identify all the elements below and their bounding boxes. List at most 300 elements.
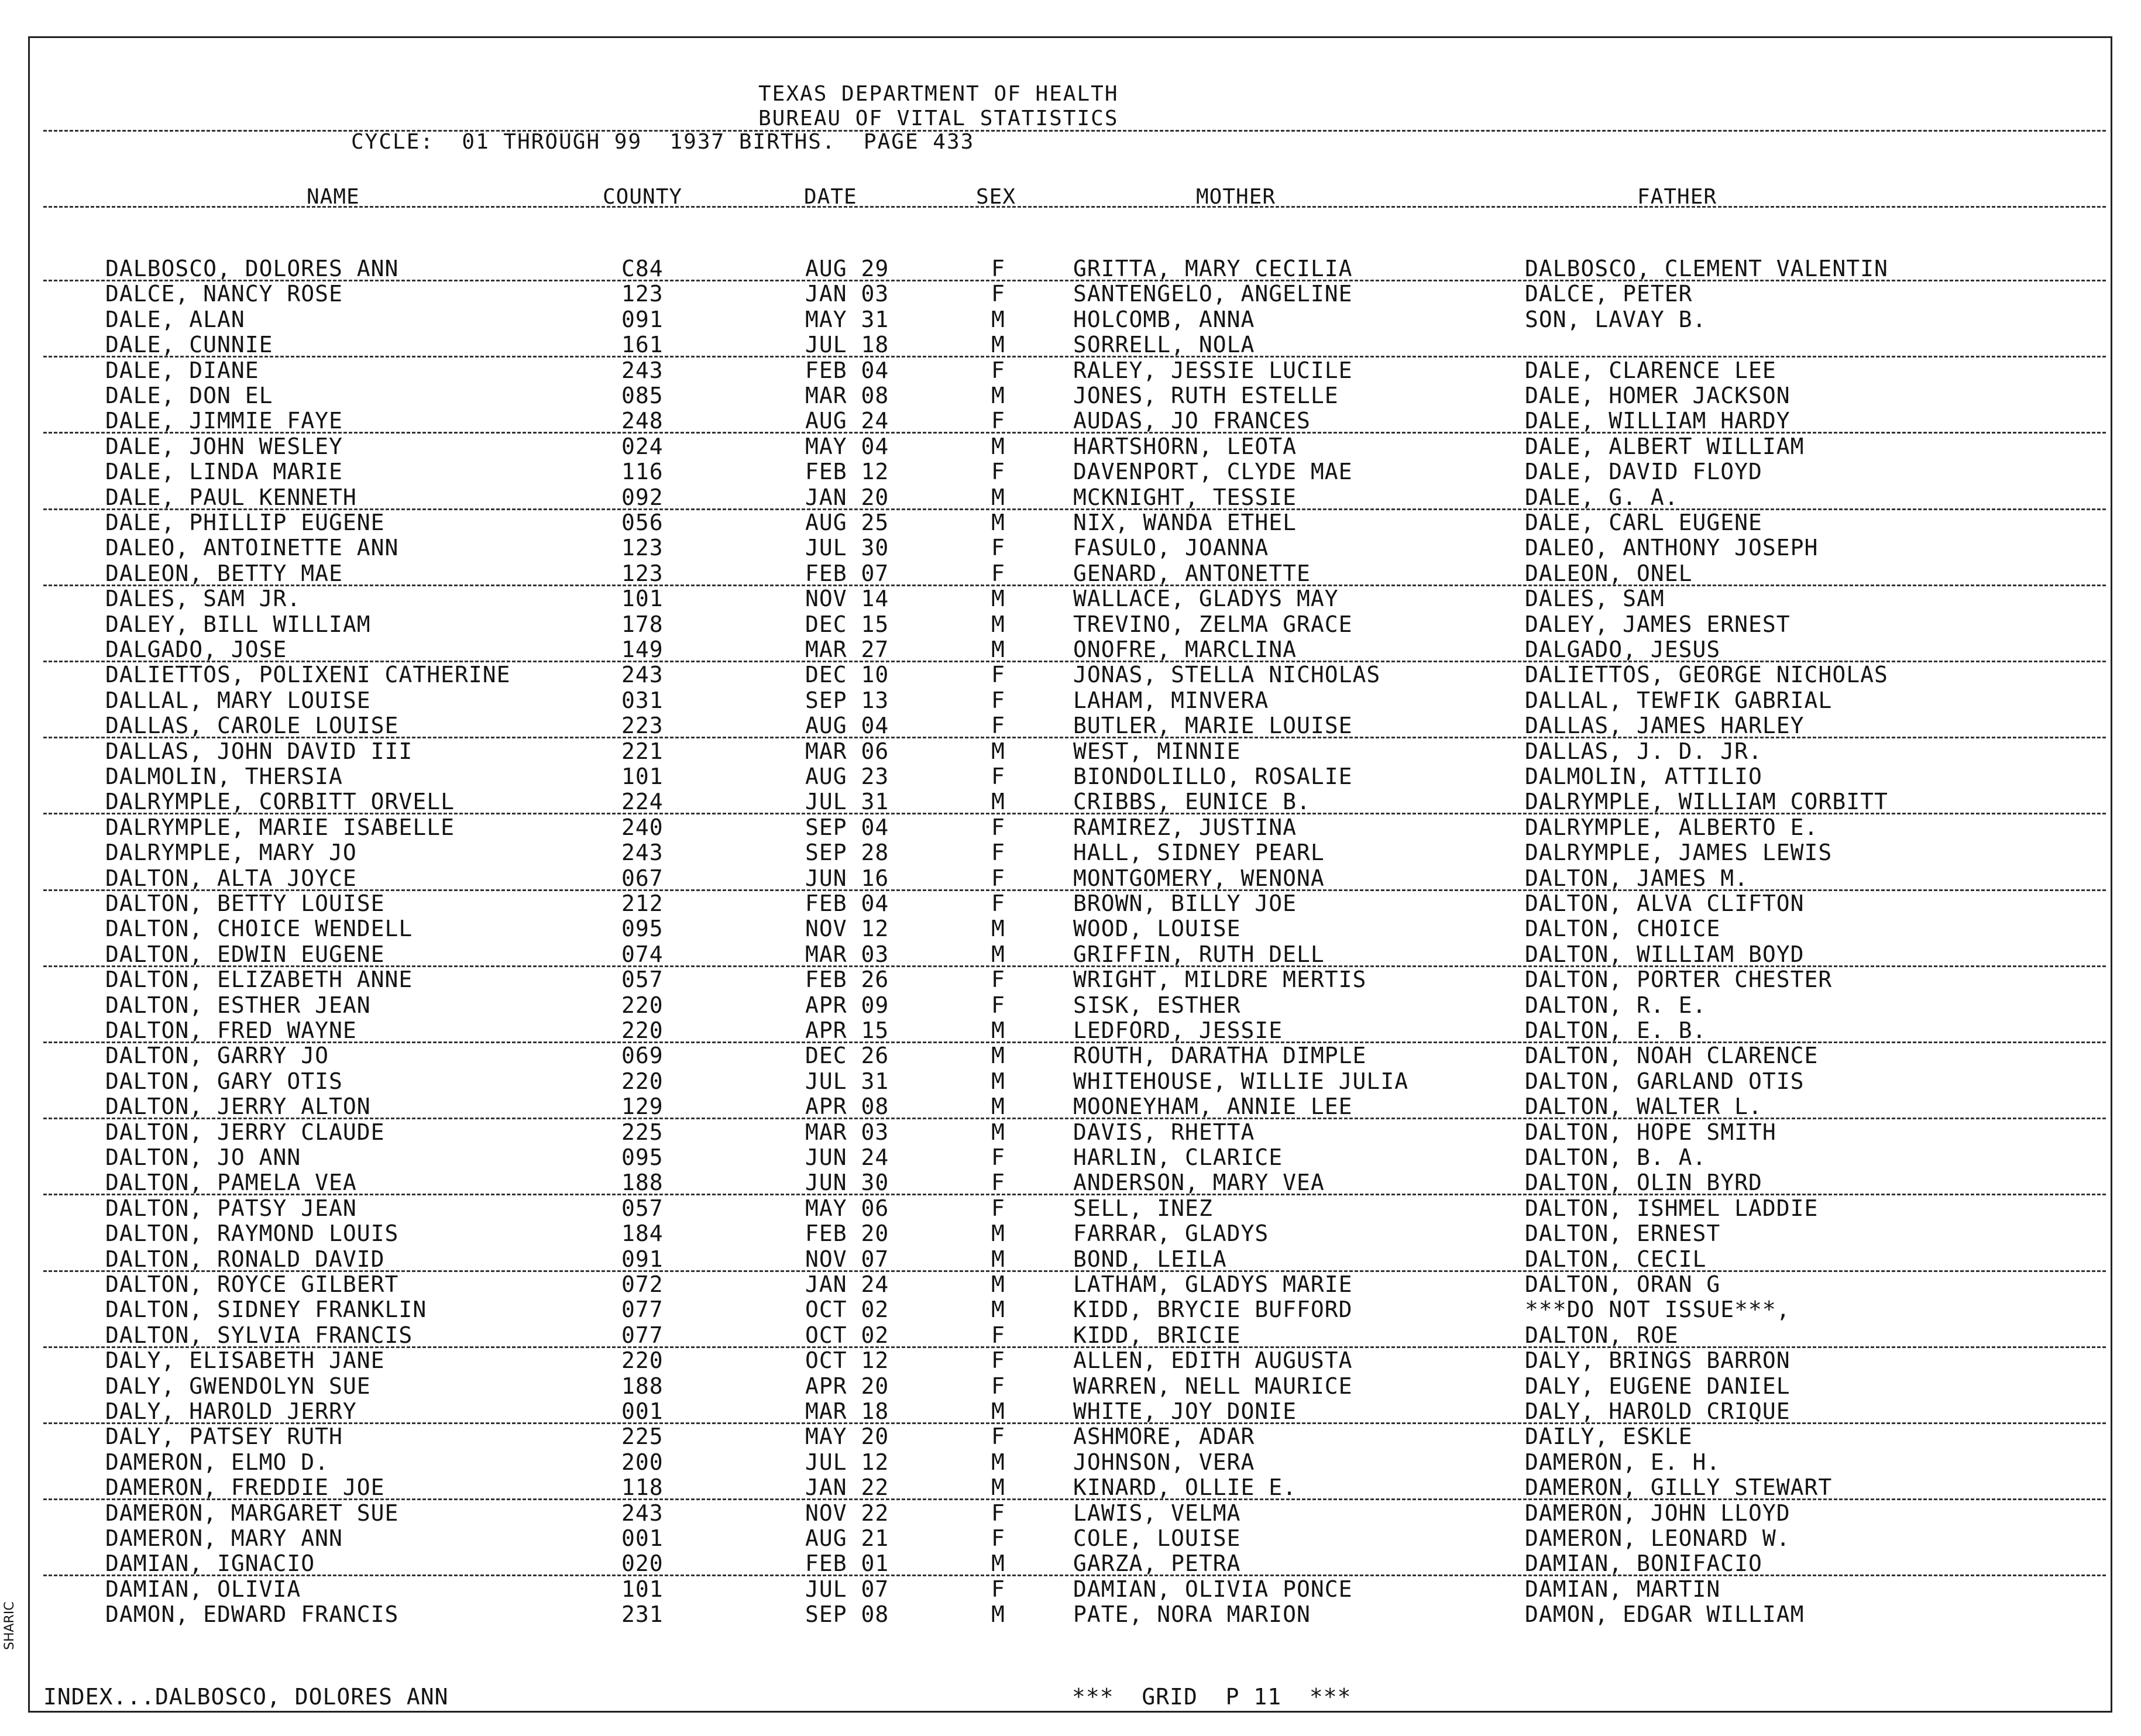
record-date: DEC 10 <box>805 662 889 688</box>
record-mother: LEDFORD, JESSIE <box>1073 1017 1283 1043</box>
record-date: NOV 07 <box>805 1246 889 1272</box>
record-sex: M <box>991 738 1005 764</box>
record-mother: BOND, LEILA <box>1073 1246 1227 1272</box>
record-name: DALE, PHILLIP EUGENE <box>105 510 385 535</box>
record-sex: F <box>991 1144 1005 1170</box>
record-father: DAMON, EDGAR WILLIAM <box>1525 1601 1805 1628</box>
record-row <box>0 1577 2141 1602</box>
record-father: DALTON, HOPE SMITH <box>1525 1119 1776 1145</box>
record-name: DALMOLIN, THERSIA <box>105 764 343 789</box>
record-row <box>0 1526 2141 1551</box>
record-county: 188 <box>621 1373 664 1399</box>
record-row <box>0 485 2141 510</box>
record-name: DALTON, JERRY CLAUDE <box>105 1119 385 1145</box>
record-mother: JONES, RUTH ESTELLE <box>1073 383 1339 408</box>
record-date: SEP 13 <box>805 687 889 713</box>
record-sex: F <box>991 687 1005 713</box>
record-row <box>0 662 2141 687</box>
record-name: DALLAL, MARY LOUISE <box>105 687 371 713</box>
record-mother: WARREN, NELL MAURICE <box>1073 1373 1353 1399</box>
record-sex: M <box>991 1221 1005 1247</box>
record-name: DALTON, ELIZABETH ANNE <box>105 967 413 993</box>
record-county: 072 <box>621 1271 664 1297</box>
record-sex: M <box>991 1297 1005 1323</box>
record-name: DALRYMPLE, MARY JO <box>105 840 357 866</box>
record-mother: BUTLER, MARIE LOUISE <box>1073 713 1353 739</box>
record-mother: DAMIAN, OLIVIA PONCE <box>1073 1576 1353 1602</box>
record-date: AUG 24 <box>805 408 889 434</box>
record-county: 085 <box>621 383 664 408</box>
record-mother: WOOD, LOUISE <box>1073 916 1241 942</box>
record-sex: F <box>991 1500 1005 1526</box>
record-father: DAMERON, GILLY STEWART <box>1525 1474 1833 1501</box>
record-date: JUL 31 <box>805 789 889 815</box>
record-father: DALRYMPLE, ALBERTO E. <box>1525 814 1819 840</box>
record-mother: GRITTA, MARY CECILIA <box>1073 256 1353 281</box>
record-row <box>0 815 2141 840</box>
record-name: DALEY, BILL WILLIAM <box>105 611 371 637</box>
record-sex: F <box>991 1576 1005 1602</box>
record-mother: GRIFFIN, RUTH DELL <box>1073 941 1325 967</box>
record-name: DALTON, ESTHER JEAN <box>105 992 371 1018</box>
record-county: 243 <box>621 357 664 383</box>
record-date: FEB 12 <box>805 459 889 485</box>
record-row <box>0 408 2141 434</box>
record-county: 184 <box>621 1221 664 1247</box>
record-row <box>0 1196 2141 1221</box>
record-date: JUL 07 <box>805 1576 889 1602</box>
record-father: DALEON, ONEL <box>1525 560 1693 586</box>
record-row <box>0 1145 2141 1170</box>
record-row <box>0 1272 2141 1297</box>
record-father: DALTON, E. B. <box>1525 1017 1707 1043</box>
record-date: AUG 04 <box>805 713 889 739</box>
record-date: JAN 20 <box>805 484 889 510</box>
record-sex: M <box>991 1398 1005 1424</box>
record-name: DALRYMPLE, CORBITT ORVELL <box>105 789 455 815</box>
record-mother: MONTGOMERY, WENONA <box>1073 865 1325 891</box>
record-date: MAY 20 <box>805 1424 889 1450</box>
record-row <box>0 637 2141 662</box>
record-county: 067 <box>621 865 664 891</box>
record-name: DALTON, ALTA JOYCE <box>105 865 357 891</box>
record-sex: F <box>991 535 1005 561</box>
record-sex: M <box>991 916 1005 942</box>
record-county: 057 <box>621 1195 664 1221</box>
record-date: DEC 15 <box>805 611 889 637</box>
record-mother: WRIGHT, MILDRE MERTIS <box>1073 967 1367 993</box>
record-row <box>0 612 2141 637</box>
record-father: DALES, SAM <box>1525 586 1665 612</box>
record-name: DALTON, SIDNEY FRANKLIN <box>105 1297 427 1323</box>
record-mother: LAHAM, MINVERA <box>1073 687 1269 713</box>
record-father: DALE, WILLIAM HARDY <box>1525 408 1791 434</box>
record-county: 069 <box>621 1043 664 1069</box>
record-father: DALMOLIN, ATTILIO <box>1525 764 1762 789</box>
record-name: DAMON, EDWARD FRANCIS <box>105 1601 399 1628</box>
record-row <box>0 1602 2141 1627</box>
record-name: DALE, JIMMIE FAYE <box>105 408 343 434</box>
record-sex: M <box>991 306 1005 332</box>
record-name: DALY, HAROLD JERRY <box>105 1398 357 1424</box>
record-sex: F <box>991 713 1005 739</box>
record-county: 161 <box>621 332 664 358</box>
record-father: DALE, DAVID FLOYD <box>1525 459 1762 485</box>
record-date: MAY 31 <box>805 306 889 332</box>
record-mother: SELL, INEZ <box>1073 1195 1213 1221</box>
record-county: 178 <box>621 611 664 637</box>
record-sex: M <box>991 433 1005 459</box>
header-cycle: CYCLE: 01 THROUGH 99 1937 BIRTHS. PAGE 433 <box>351 130 975 154</box>
record-name: DALGADO, JOSE <box>105 637 287 662</box>
record-name: DAMIAN, IGNACIO <box>105 1551 315 1577</box>
record-row <box>0 535 2141 561</box>
record-mother: RAMIREZ, JUSTINA <box>1073 814 1297 840</box>
record-sex: F <box>991 1170 1005 1196</box>
record-mother: NIX, WANDA ETHEL <box>1073 510 1297 535</box>
record-date: JAN 03 <box>805 281 889 307</box>
record-name: DALTON, RONALD DAVID <box>105 1246 385 1272</box>
record-row <box>0 866 2141 891</box>
record-date: DEC 26 <box>805 1043 889 1069</box>
record-father: DALLAL, TEWFIK GABRIAL <box>1525 687 1833 713</box>
record-mother: LATHAM, GLADYS MARIE <box>1073 1271 1353 1297</box>
record-row <box>0 1475 2141 1500</box>
record-father: DALEO, ANTHONY JOSEPH <box>1525 535 1819 561</box>
record-date: MAR 06 <box>805 738 889 764</box>
header-subtitle: BUREAU OF VITAL STATISTICS <box>758 106 1119 130</box>
record-sex: F <box>991 1322 1005 1348</box>
record-father: ***DO NOT ISSUE***, <box>1525 1297 1791 1323</box>
record-row <box>0 383 2141 408</box>
record-county: 188 <box>621 1170 664 1196</box>
record-county: 243 <box>621 1500 664 1526</box>
record-name: DALTON, JO ANN <box>105 1144 301 1170</box>
record-row <box>0 942 2141 967</box>
record-name: DALE, ALAN <box>105 306 245 332</box>
record-name: DALEO, ANTOINETTE ANN <box>105 535 399 561</box>
record-date: FEB 26 <box>805 967 889 993</box>
record-county: 225 <box>621 1424 664 1450</box>
record-mother: HALL, SIDNEY PEARL <box>1073 840 1325 866</box>
record-row <box>0 586 2141 611</box>
record-sex: M <box>991 1601 1005 1628</box>
record-date: SEP 08 <box>805 1601 889 1628</box>
record-date: FEB 04 <box>805 891 889 916</box>
record-sex: M <box>991 1094 1005 1120</box>
record-date: JUL 12 <box>805 1449 889 1475</box>
record-father: DALTON, ORAN G <box>1525 1271 1721 1297</box>
record-sex: M <box>991 941 1005 967</box>
record-name: DALE, JOHN WESLEY <box>105 433 343 459</box>
record-sex: M <box>991 1017 1005 1043</box>
record-mother: GENARD, ANTONETTE <box>1073 560 1311 586</box>
record-father: DALTON, R. E. <box>1525 992 1707 1018</box>
record-date: OCT 12 <box>805 1347 889 1374</box>
record-father: DAILY, ESKLE <box>1525 1424 1693 1450</box>
record-mother: MOONEYHAM, ANNIE LEE <box>1073 1094 1353 1120</box>
record-name: DALE, DON EL <box>105 383 273 408</box>
record-row <box>0 713 2141 738</box>
record-sex: F <box>991 1424 1005 1450</box>
record-name: DALY, PATSEY RUTH <box>105 1424 343 1450</box>
record-mother: HARTSHORN, LEOTA <box>1073 433 1297 459</box>
record-row <box>0 1018 2141 1043</box>
record-date: MAR 18 <box>805 1398 889 1424</box>
record-mother: BIONDOLILLO, ROSALIE <box>1073 764 1353 789</box>
record-date: APR 15 <box>805 1017 889 1043</box>
record-father: DALCE, PETER <box>1525 281 1693 307</box>
record-mother: DAVENPORT, CLYDE MAE <box>1073 459 1353 485</box>
record-county: 020 <box>621 1551 664 1577</box>
record-county: 031 <box>621 687 664 713</box>
record-date: AUG 23 <box>805 764 889 789</box>
record-county: 149 <box>621 637 664 662</box>
record-mother: FARRAR, GLADYS <box>1073 1221 1269 1247</box>
record-row <box>0 307 2141 332</box>
record-mother: AUDAS, JO FRANCES <box>1073 408 1311 434</box>
record-sex: F <box>991 1525 1005 1551</box>
record-date: NOV 12 <box>805 916 889 942</box>
record-row <box>0 1297 2141 1322</box>
record-county: 118 <box>621 1474 664 1501</box>
record-date: JUL 31 <box>805 1068 889 1094</box>
record-sex: M <box>991 1119 1005 1145</box>
record-row <box>0 1120 2141 1145</box>
record-row <box>0 358 2141 383</box>
record-sex: F <box>991 1347 1005 1374</box>
record-row <box>0 840 2141 865</box>
record-mother: ASHMORE, ADAR <box>1073 1424 1255 1450</box>
record-sex: F <box>991 1373 1005 1399</box>
record-date: APR 08 <box>805 1094 889 1120</box>
record-date: AUG 29 <box>805 256 889 281</box>
record-county: 123 <box>621 535 664 561</box>
record-father: DALTON, PORTER CHESTER <box>1525 967 1833 993</box>
record-mother: GARZA, PETRA <box>1073 1551 1241 1577</box>
record-mother: TREVINO, ZELMA GRACE <box>1073 611 1353 637</box>
record-row <box>0 1043 2141 1068</box>
record-row <box>0 1424 2141 1449</box>
record-row <box>0 993 2141 1018</box>
record-sex: M <box>991 383 1005 408</box>
record-sex: M <box>991 1246 1005 1272</box>
record-county: 220 <box>621 1068 664 1094</box>
record-date: MAR 03 <box>805 941 889 967</box>
record-name: DALTON, PAMELA VEA <box>105 1170 357 1196</box>
record-sex: F <box>991 1195 1005 1221</box>
column-header-rule <box>43 206 2106 208</box>
column-header-county: COUNTY <box>603 185 683 209</box>
record-mother: JOHNSON, VERA <box>1073 1449 1255 1475</box>
record-mother: LAWIS, VELMA <box>1073 1500 1241 1526</box>
record-father: DALTON, WALTER L. <box>1525 1094 1762 1120</box>
record-father: DALTON, ISHMEL LADDIE <box>1525 1195 1819 1221</box>
record-sex: M <box>991 1551 1005 1577</box>
record-date: NOV 22 <box>805 1500 889 1526</box>
record-row <box>0 891 2141 916</box>
record-sex: F <box>991 256 1005 281</box>
record-father: DAMIAN, MARTIN <box>1525 1576 1721 1602</box>
record-row <box>0 1374 2141 1399</box>
record-row <box>0 1323 2141 1348</box>
record-date: NOV 14 <box>805 586 889 612</box>
record-row <box>0 739 2141 764</box>
record-county: 116 <box>621 459 664 485</box>
record-county: 224 <box>621 789 664 815</box>
record-date: JAN 24 <box>805 1271 889 1297</box>
record-row <box>0 434 2141 459</box>
record-mother: HARLIN, CLARICE <box>1073 1144 1283 1170</box>
record-name: DALEON, BETTY MAE <box>105 560 343 586</box>
record-name: DALY, ELISABETH JANE <box>105 1347 385 1374</box>
record-mother: MCKNIGHT, TESSIE <box>1073 484 1297 510</box>
record-mother: SORRELL, NOLA <box>1073 332 1255 358</box>
record-father: DALRYMPLE, WILLIAM CORBITT <box>1525 789 1888 815</box>
record-name: DAMERON, MARY ANN <box>105 1525 343 1551</box>
record-date: FEB 04 <box>805 357 889 383</box>
record-date: MAY 04 <box>805 433 889 459</box>
footer-index: INDEX...DALBOSCO, DOLORES ANN <box>43 1684 449 1710</box>
record-sex: F <box>991 357 1005 383</box>
record-name: DALTON, ROYCE GILBERT <box>105 1271 399 1297</box>
record-row <box>0 1348 2141 1373</box>
record-father: DALTON, B. A. <box>1525 1144 1707 1170</box>
record-father: DALE, CARL EUGENE <box>1525 510 1762 535</box>
record-date: FEB 20 <box>805 1221 889 1247</box>
record-sex: F <box>991 764 1005 789</box>
record-mother: ONOFRE, MARCLINA <box>1073 637 1297 662</box>
record-county: 243 <box>621 840 664 866</box>
record-father: DALTON, ERNEST <box>1525 1221 1721 1247</box>
record-date: APR 20 <box>805 1373 889 1399</box>
header-title: TEXAS DEPARTMENT OF HEALTH <box>758 82 1119 106</box>
record-name: DALTON, PATSY JEAN <box>105 1195 357 1221</box>
record-name: DALTON, JERRY ALTON <box>105 1094 371 1120</box>
record-father: DALE, CLARENCE LEE <box>1525 357 1776 383</box>
record-date: JUN 30 <box>805 1170 889 1196</box>
record-county: 091 <box>621 1246 664 1272</box>
record-mother: ALLEN, EDITH AUGUSTA <box>1073 1347 1353 1374</box>
record-date: FEB 07 <box>805 560 889 586</box>
record-sex: M <box>991 1449 1005 1475</box>
record-name: DALE, DIANE <box>105 357 259 383</box>
record-name: DAMERON, ELMO D. <box>105 1449 329 1475</box>
record-father: DALY, BRINGS BARRON <box>1525 1347 1791 1374</box>
record-father: DALTON, ROE <box>1525 1322 1679 1348</box>
record-father: DALGADO, JESUS <box>1525 637 1721 662</box>
record-father: DALTON, OLIN BYRD <box>1525 1170 1762 1196</box>
record-mother: WALLACE, GLADYS MAY <box>1073 586 1339 612</box>
record-name: DALTON, SYLVIA FRANCIS <box>105 1322 413 1348</box>
record-father: DALTON, NOAH CLARENCE <box>1525 1043 1819 1069</box>
record-date: JUL 30 <box>805 535 889 561</box>
record-county: 101 <box>621 1576 664 1602</box>
record-row <box>0 459 2141 484</box>
record-county: 123 <box>621 560 664 586</box>
record-sex: M <box>991 637 1005 662</box>
record-name: DALY, GWENDOLYN SUE <box>105 1373 371 1399</box>
record-mother: SANTENGELO, ANGELINE <box>1073 281 1353 307</box>
record-mother: ROUTH, DARATHA DIMPLE <box>1073 1043 1367 1069</box>
record-county: 057 <box>621 967 664 993</box>
record-date: MAR 08 <box>805 383 889 408</box>
record-mother: FASULO, JOANNA <box>1073 535 1269 561</box>
record-county: 220 <box>621 1017 664 1043</box>
record-father: DALTON, GARLAND OTIS <box>1525 1068 1805 1094</box>
record-county: 220 <box>621 992 664 1018</box>
record-county: 091 <box>621 306 664 332</box>
column-header-name: NAME <box>307 185 360 209</box>
record-name: DALTON, FRED WAYNE <box>105 1017 357 1043</box>
record-mother: PATE, NORA MARION <box>1073 1601 1311 1628</box>
record-mother: KIDD, BRYCIE BUFFORD <box>1073 1297 1353 1323</box>
record-name: DALRYMPLE, MARIE ISABELLE <box>105 814 455 840</box>
record-date: AUG 21 <box>805 1525 889 1551</box>
record-row <box>0 1094 2141 1119</box>
record-father: DALY, HAROLD CRIQUE <box>1525 1398 1791 1424</box>
record-mother: KIDD, BRICIE <box>1073 1322 1241 1348</box>
record-mother: JONAS, STELLA NICHOLAS <box>1073 662 1381 688</box>
record-sex: F <box>991 992 1005 1018</box>
record-date: JAN 22 <box>805 1474 889 1501</box>
record-father: DAMERON, E. H. <box>1525 1449 1721 1475</box>
record-father: SON, LAVAY B. <box>1525 306 1707 332</box>
record-sex: M <box>991 611 1005 637</box>
record-name: DAMERON, MARGARET SUE <box>105 1500 399 1526</box>
record-mother: WEST, MINNIE <box>1073 738 1241 764</box>
record-sex: F <box>991 865 1005 891</box>
record-name: DALE, LINDA MARIE <box>105 459 343 485</box>
record-sex: M <box>991 484 1005 510</box>
record-date: AUG 25 <box>805 510 889 535</box>
record-mother: RALEY, JESSIE LUCILE <box>1073 357 1353 383</box>
record-date: OCT 02 <box>805 1322 889 1348</box>
record-county: 095 <box>621 916 664 942</box>
record-county: 077 <box>621 1297 664 1323</box>
record-sex: F <box>991 814 1005 840</box>
record-father: DAMERON, JOHN LLOYD <box>1525 1500 1791 1526</box>
record-county: 101 <box>621 586 664 612</box>
record-county: 001 <box>621 1525 664 1551</box>
column-header-father: FATHER <box>1637 185 1717 209</box>
record-name: DALTON, BETTY LOUISE <box>105 891 385 916</box>
record-date: JUN 16 <box>805 865 889 891</box>
record-mother: SISK, ESTHER <box>1073 992 1241 1018</box>
record-sex: M <box>991 789 1005 815</box>
footer-grid: *** GRID P 11 *** <box>1072 1684 1352 1710</box>
record-date: FEB 01 <box>805 1551 889 1577</box>
record-name: DALE, PAUL KENNETH <box>105 484 357 510</box>
record-sex: M <box>991 586 1005 612</box>
record-row <box>0 1069 2141 1094</box>
side-label: SHARIC <box>2 1601 17 1650</box>
record-father: DALTON, ALVA CLIFTON <box>1525 891 1805 916</box>
record-mother: ANDERSON, MARY VEA <box>1073 1170 1325 1196</box>
record-father: DALLAS, J. D. JR. <box>1525 738 1762 764</box>
record-county: 056 <box>621 510 664 535</box>
record-row <box>0 1501 2141 1526</box>
record-father: DALE, G. A. <box>1525 484 1679 510</box>
column-header-sex: SEX <box>976 185 1016 209</box>
record-sex: M <box>991 1271 1005 1297</box>
record-county: 231 <box>621 1601 664 1628</box>
record-sex: F <box>991 840 1005 866</box>
record-date: APR 09 <box>805 992 889 1018</box>
record-sex: M <box>991 1474 1005 1501</box>
record-county: 095 <box>621 1144 664 1170</box>
record-name: DALTON, GARY OTIS <box>105 1068 343 1094</box>
